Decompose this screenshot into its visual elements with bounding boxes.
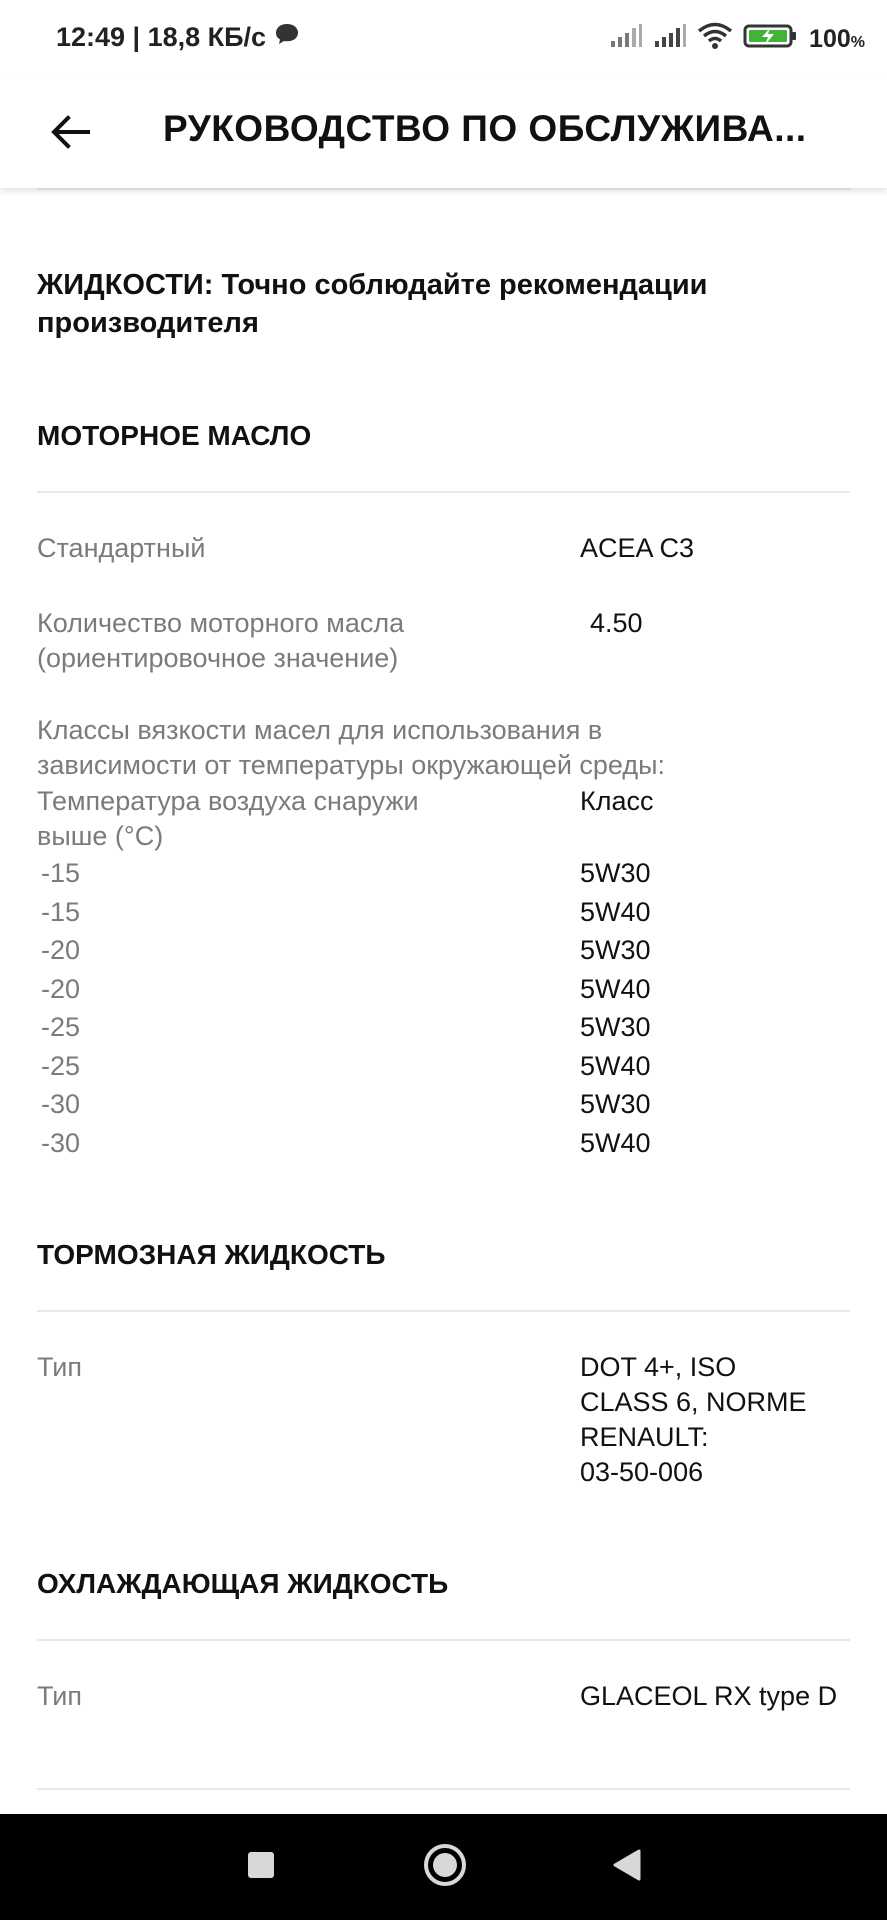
divider: [37, 491, 850, 493]
viscosity-row-class: 5W30: [580, 1089, 651, 1119]
viscosity-row-class: 5W40: [580, 1051, 651, 1081]
viscosity-row-temp: -25: [41, 1012, 81, 1042]
arrow-left-icon: [50, 115, 90, 154]
divider: [37, 1310, 850, 1312]
page-title: РУКОВОДСТВО ПО ОБСЛУЖИВА...: [163, 108, 807, 149]
status-bar: [0, 0, 887, 78]
brake-type-line1: DOT 4+, ISO: [580, 1352, 737, 1382]
back-triangle-icon: [611, 1848, 643, 1887]
brake-type-line4: 03-50-006: [580, 1457, 704, 1487]
chat-bubble-icon: [274, 22, 300, 53]
viscosity-row-class: 5W30: [580, 858, 651, 888]
viscosity-row-class: 5W40: [580, 974, 651, 1004]
standard-value: ACEA C3: [580, 533, 695, 563]
viscosity-row-temp: -20: [41, 974, 81, 1004]
standard-label: Стандартный: [37, 533, 206, 563]
signal-icon: [653, 23, 687, 56]
viscosity-row-class: 5W30: [580, 1012, 651, 1042]
engine-oil-heading: МОТОРНОЕ МАСЛО: [37, 420, 312, 451]
viscosity-row-class: 5W40: [580, 1128, 651, 1158]
coolant-type-label: Тип: [37, 1681, 83, 1711]
viscosity-row-temp: -30: [41, 1128, 81, 1158]
brake-fluid-heading: ТОРМОЗНАЯ ЖИДКОСТЬ: [37, 1239, 386, 1270]
recents-button[interactable]: [230, 1836, 292, 1898]
status-time-speed: 12:49 | 18,8 КБ/с: [56, 22, 267, 52]
battery-charging-icon: [743, 22, 799, 57]
status-left: [56, 22, 300, 53]
brake-type-line2: CLASS 6, NORME: [580, 1387, 807, 1417]
oil-quantity-label-line2: (ориентировочное значение): [37, 643, 399, 673]
fluids-intro: ЖИДКОСТИ: Точно соблюдайте рекомендации производителя: [37, 269, 708, 339]
divider: [37, 188, 850, 190]
divider: [37, 1639, 850, 1641]
wifi-icon: [697, 22, 733, 57]
home-button[interactable]: [414, 1836, 476, 1898]
divider: [37, 1788, 850, 1790]
temp-header-line1: Температура воздуха снаружи: [37, 786, 419, 816]
viscosity-intro-line2: зависимости от температуры окружающей среды:: [37, 750, 666, 780]
system-back-button[interactable]: [596, 1836, 658, 1898]
back-button[interactable]: [40, 104, 100, 164]
brake-type-line3: RENAULT:: [580, 1422, 709, 1452]
viscosity-row-temp: -30: [41, 1089, 81, 1119]
system-nav-bar: [0, 1814, 887, 1920]
home-circle-icon: [422, 1842, 468, 1893]
viscosity-row-class: 5W30: [580, 935, 651, 965]
oil-quantity-value: 4.50: [590, 608, 643, 638]
coolant-type-value: GLACEOL RX type D: [580, 1681, 838, 1711]
oil-quantity-label-line1: Количество моторного масла: [37, 608, 405, 638]
brake-type-label: Тип: [37, 1352, 83, 1382]
app-bar: [0, 78, 887, 188]
signal-icon: [609, 23, 643, 56]
recents-square-icon: [246, 1850, 276, 1885]
status-right: [609, 22, 865, 57]
viscosity-row-temp: -20: [41, 935, 81, 965]
coolant-heading: ОХЛАЖДАЮЩАЯ ЖИДКОСТЬ: [37, 1568, 449, 1599]
content-scroll-area[interactable]: [0, 188, 887, 1814]
viscosity-intro-line1: Классы вязкости масел для использования в: [37, 715, 603, 745]
viscosity-row-temp: -25: [41, 1051, 81, 1081]
temp-header-line2: выше (°C): [37, 821, 164, 851]
viscosity-row-temp: -15: [41, 858, 81, 888]
viscosity-row-temp: -15: [41, 897, 81, 927]
class-header: Класс: [580, 786, 654, 816]
viscosity-row-class: 5W40: [580, 897, 651, 927]
battery-percent: 100%: [809, 25, 865, 53]
